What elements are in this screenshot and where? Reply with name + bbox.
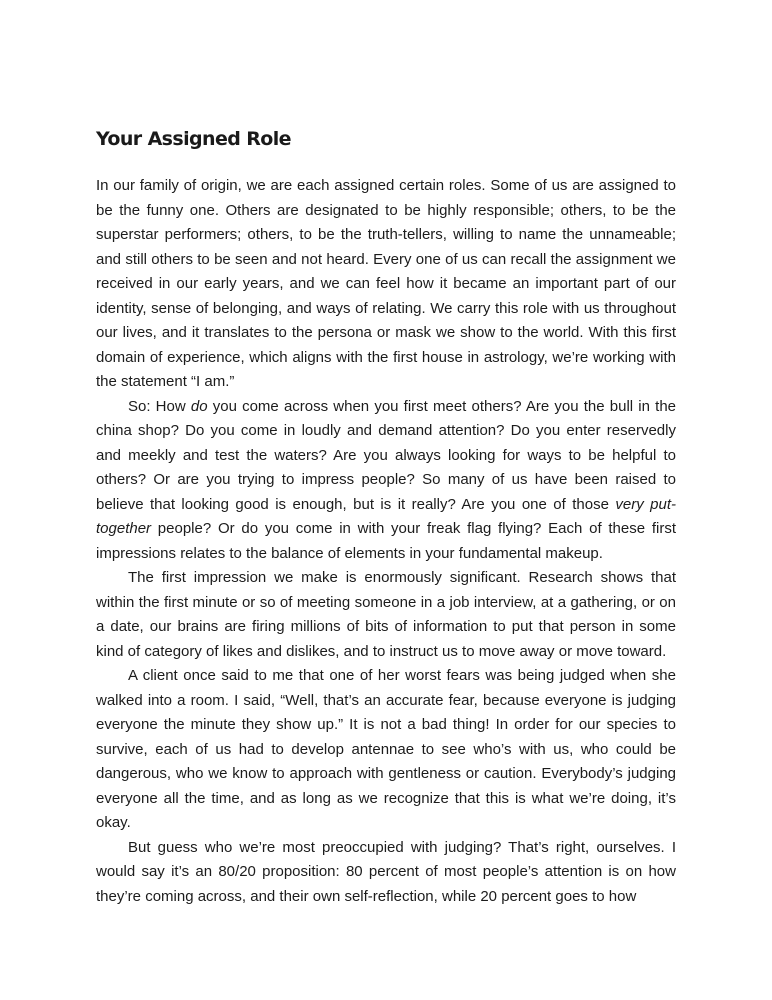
- paragraph-text: But guess who we’re most preoccupied with judging? That’s right, ourselves. I would say it’s an 80/20 proposition: 80 percent of most people’s attention is on how they’re coming across, and their own self-reflection, while 20 percent goes to how: [96, 838, 676, 905]
- paragraph-text: In our family of origin, we are each assigned certain roles. Some of us are assigned to be the funny one. Others are designated to be highly responsible; others, to be the superstar performers; others, to be the truth-tellers, willing to name the unnameable; and still others to be seen and not heard. Every one of us can recall the assignment we received in our early years, and we can feel how it became an important part of our identity, sense of belonging, and ways of relating. We carry this role with us throughout our lives, and it translates to the persona or mask we show to the world. With this first domain of experience, which aligns with the first house in astrology, we’re working with the statement “I am.”: [96, 177, 676, 390]
- paragraph: [96, 566, 676, 664]
- paragraph-text: So: How: [128, 397, 191, 415]
- paragraph: [96, 664, 676, 836]
- emphasized-text: very put-together: [96, 495, 676, 537]
- section-heading: Your Assigned Role: [96, 128, 291, 150]
- emphasized-text: do: [190, 397, 208, 415]
- paragraph: [96, 395, 676, 567]
- paragraph-text: A client once said to me that one of her worst fears was being judged when she walked into a room. I said, “Well, that’s an accurate fear, because everyone is judging everyone the minute they show up.” It is not a bad thing! In order for our species to survive, each of us had to develop antennae to see who’s with us, who could be dangerous, who we know to approach with gentleness or caution. Everybody’s judging everyone all the time, and as long as we recognize that this is what we’re doing, it’s okay.: [96, 667, 676, 831]
- paragraph: [96, 836, 676, 910]
- paragraph-text: The first impression we make is enormously significant. Research shows that within the first minute or so of meeting someone in a job interview, at a gathering, or on a date, our brains are firing millions of bits of information to put that person in some kind of category of likes and dislikes, and to instruct us to move away or move toward.: [96, 569, 676, 660]
- body-text: [96, 174, 676, 909]
- paragraph: [96, 174, 676, 395]
- paragraph-text: you come across when you first meet others? Are you the bull in the china shop? Do you come in loudly and demand attention? Do you enter reservedly and meekly and test the waters? Are you always looking for ways to be helpful to others? Or are you trying to impress people? So many of us have been raised to believe that looking good is enough, but is it really? Are you one of those: [96, 397, 677, 513]
- paragraph-text: people? Or do you come in with your freak flag flying? Each of these first impressions relates to the balance of elements in your fundamental makeup.: [96, 520, 676, 562]
